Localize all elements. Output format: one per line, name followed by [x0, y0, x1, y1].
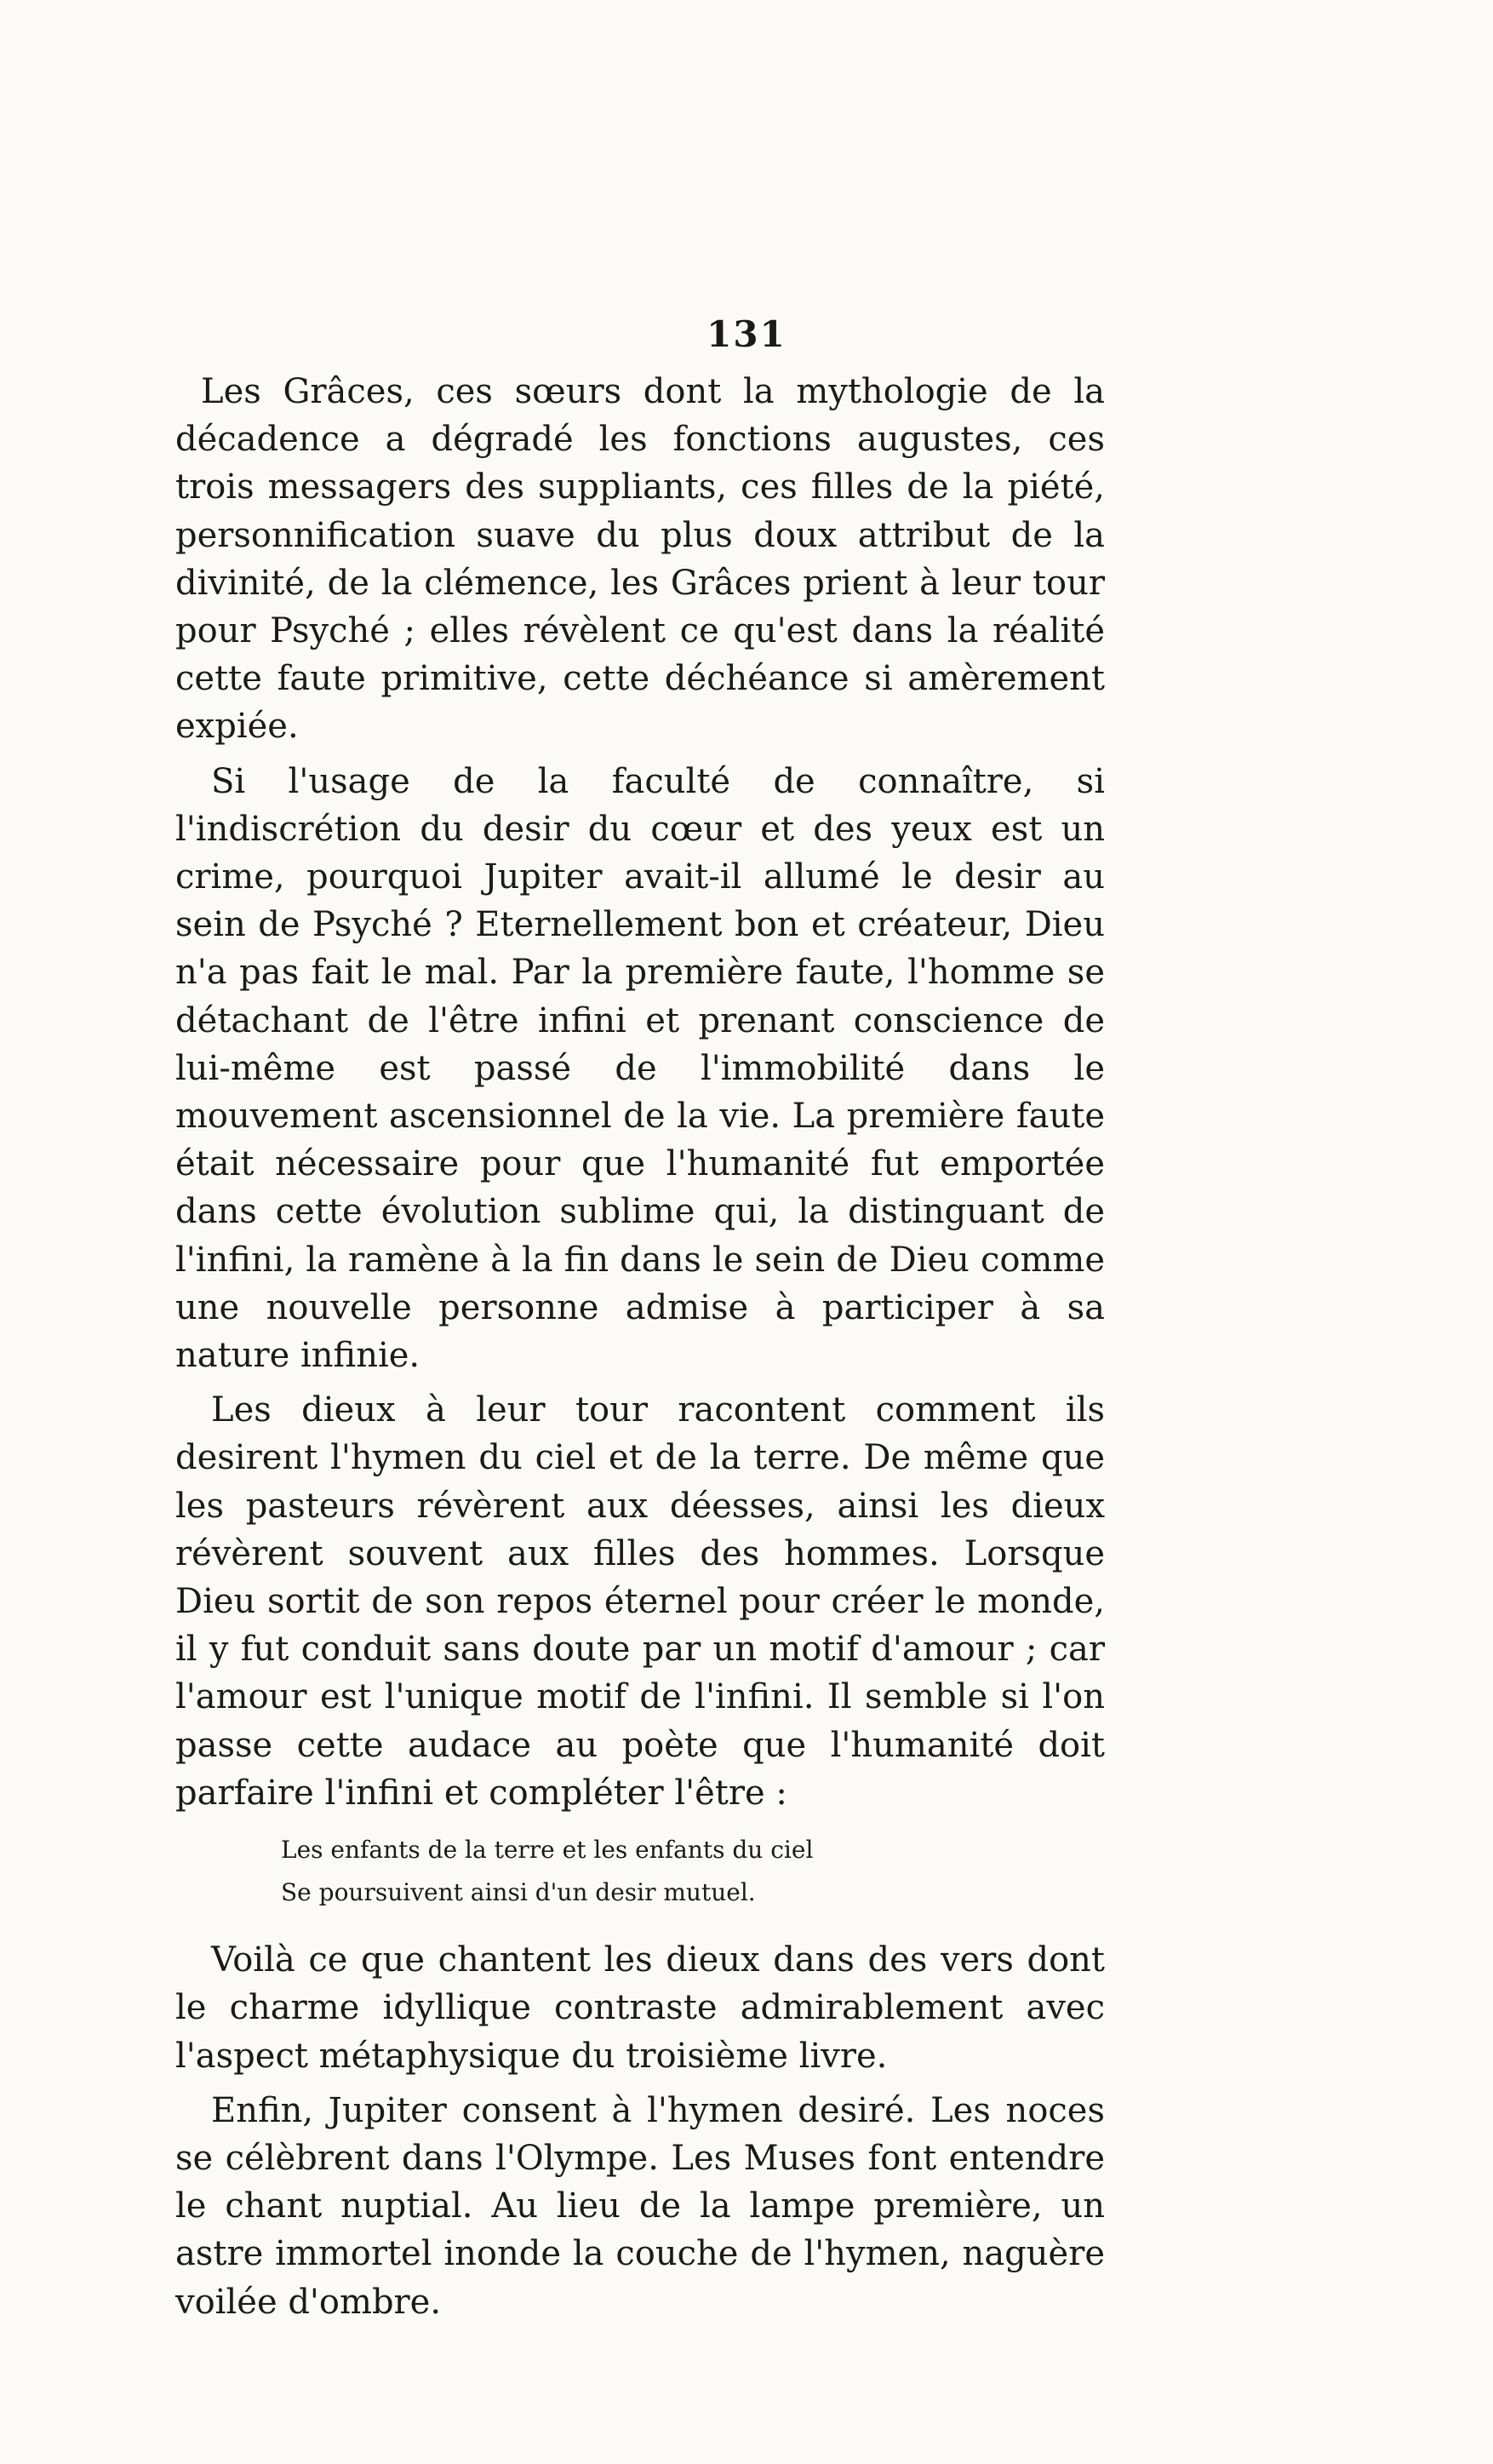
paragraph-gods-song: Voilà ce que chantent les dieux dans des vers dont le charme idyllique contraste admirablement avec l'aspect métaphysique du troisième livre.: [175, 1940, 1105, 2076]
paragraph-first-fault: Si l'usage de la faculté de connaître, si l'indiscrétion du desir du cœur et des yeux est un crime, pourquoi Jupiter avait-il allumé le desir au sein de Psyché ? Eternellement bon et créateur, Dieu n'a pas fait le mal. Par la première faute, l'homme se détachant de l'être infini et prenant conscience de lui-même est passé de l'immobilité dans le mouvement ascensionnel de la vie. La première faute était nécessaire pour que l'humanité fut emportée dans cette évolution sublime qui, la distinguant de l'infini, la ramène à la fin dans le sein de Dieu comme une nouvelle personne admise à participer à sa nature infinie.: [175, 761, 1105, 1376]
verse-line: Se poursuivent ainsi d'un desir mutuel.: [281, 1878, 756, 1907]
body-text: [175, 368, 1105, 2333]
verse-quotation: [281, 1829, 1105, 1914]
paragraph-wedding: Enfin, Jupiter consent à l'hymen desiré. Les noces se célèbrent dans l'Olympe. Les Muses font entendre le chant nuptial. Au lieu de la lampe première, un astre immortel inonde la couche de l'hymen, naguère voilée d'ombre.: [175, 2090, 1105, 2322]
paragraph-graces: Les Grâces, ces sœurs dont la mythologie de la décadence a dégradé les fonctions augustes, ces trois messagers des suppliants, ces filles de la piété, personnification suave du plus doux attribut de la divinité, de la clémence, les Grâces prient à leur tour pour Psyché ; elles révèlent ce qu'est dans la réalité cette faute primitive, cette déchéance si amèrement expiée.: [175, 372, 1105, 747]
page-number: 131: [706, 313, 787, 355]
verse-line: Les enfants de la terre et les enfants du ciel: [281, 1836, 814, 1865]
paragraph-gods-hymen: Les dieux à leur tour racontent comment ils desirent l'hymen du ciel et de la terre. De même que les pasteurs révèrent aux déesses, ainsi les dieux révèrent souvent aux filles des hommes. Lorsque Dieu sortit de son repos éternel pour créer le monde, il y fut conduit sans doute par un motif d'amour ; car l'amour est l'unique motif de l'infini. Il semble si l'on passe cette audace au poète que l'humanité doit parfaire l'infini et compléter l'être :: [175, 1390, 1105, 1813]
